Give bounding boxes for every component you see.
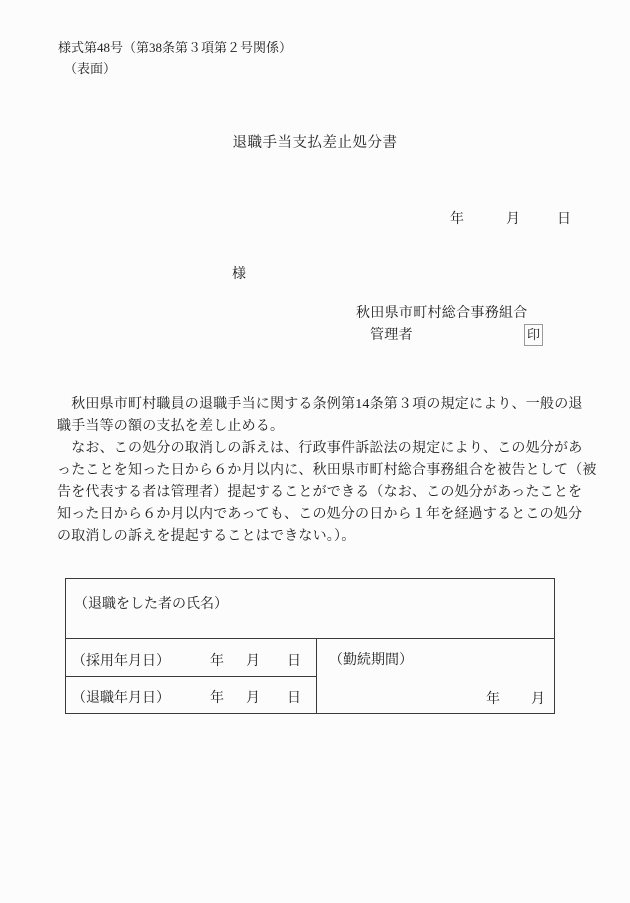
date-month-label: 月 <box>506 212 520 227</box>
body-line: 秋田県市町村職員の退職手当に関する条例第14条第３項の規定により、一般の退 <box>57 397 583 412</box>
service-period-month-label: 月 <box>531 692 545 707</box>
hire-year-label: 年 <box>210 654 224 669</box>
retirement-date-label: （退職年月日） <box>72 691 170 706</box>
table-divider-vertical <box>316 638 317 713</box>
issuer-organization: 秋田県市町村総合事務組合 <box>356 306 528 321</box>
body-line: なお、この処分の取消しの訴えは、行政事件訴訟法の規定により、この処分があ <box>57 441 583 456</box>
body-line: 告を代表する者は管理者）提起することができる（なお、この処分があったことを <box>57 485 583 500</box>
hire-day-label: 日 <box>287 654 301 669</box>
summary-table <box>65 578 555 714</box>
hire-month-label: 月 <box>246 654 260 669</box>
body-line: 知った日から６か月以内であっても、この処分の日から１年を経過するとこの処分 <box>57 507 583 522</box>
body-text <box>57 394 597 548</box>
table-divider-horizontal-2 <box>66 676 316 677</box>
retirement-year-label: 年 <box>210 691 224 706</box>
body-line: 職手当等の額の支払を差し止める。 <box>57 419 285 434</box>
body-line: の取消しの訴えを提起することはできない。）。 <box>57 529 356 544</box>
form-number: 様式第48号（第38条第３項第２号関係） <box>58 40 293 55</box>
service-period-year-label: 年 <box>486 692 500 707</box>
table-divider-horizontal-1 <box>66 638 554 639</box>
retiree-name-label: （退職をした者の氏名） <box>74 597 228 612</box>
issuer-role: 管理者 <box>370 328 413 343</box>
retirement-month-label: 月 <box>246 691 260 706</box>
service-period-label: （勤続期間） <box>329 653 413 668</box>
retirement-day-label: 日 <box>287 691 301 706</box>
document-title: 退職手当支払差止処分書 <box>232 135 398 151</box>
date-year-label: 年 <box>450 212 464 227</box>
side-label: （表面） <box>64 61 117 76</box>
hire-date-label: （採用年月日） <box>72 654 170 669</box>
body-line: ったことを知った日から６か月以内に、秋田県市町村総合事務組合を被告として（被 <box>57 463 597 478</box>
date-day-label: 日 <box>557 212 571 227</box>
seal-box: 印 <box>524 324 543 346</box>
addressee-honorific: 様 <box>232 267 246 282</box>
